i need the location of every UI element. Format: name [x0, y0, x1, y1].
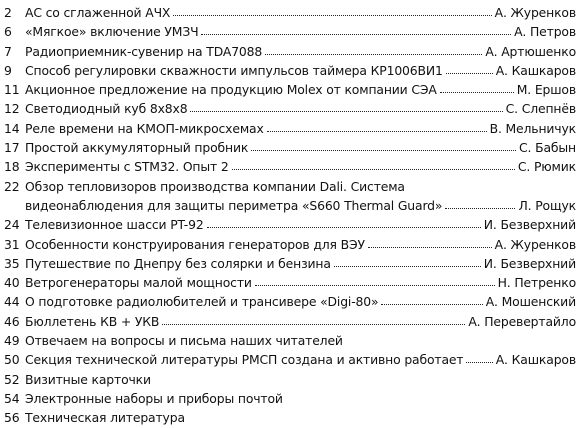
entry-title: Отвечаем на вопросы и письма наших читателей [25, 333, 343, 349]
page-number: 56 [4, 410, 20, 426]
entry-author: С. Рюмик [517, 159, 576, 175]
page-number: 44 [4, 294, 20, 310]
page-number: 7 [4, 43, 12, 59]
entry-title: Бюллетень КВ + УКВ [25, 313, 160, 329]
entry-title: Эксперименты с STM32. Опыт 2 [25, 159, 229, 175]
toc-entry [0, 119, 580, 138]
dot-leader [267, 121, 487, 133]
dot-leader [381, 294, 482, 306]
toc-entry [0, 331, 580, 350]
page-number: 17 [4, 140, 20, 156]
entry-author: И. Безверхний [483, 217, 576, 233]
entry-title: Обзор тепловизоров производства компании Dali. Система [25, 178, 405, 194]
entry-author: А. Артюшенко [485, 43, 576, 59]
entry-author: Н. Петренко [497, 275, 576, 291]
page-number: 50 [4, 352, 20, 368]
entry-title: О подготовке радиолюбителей и трансивере «Digi-80» [25, 294, 379, 310]
entry-title: Путешествие по Днепру без солярки и бензина [25, 255, 331, 271]
entry-author: Л. Рощук [518, 197, 576, 213]
toc-entry [0, 235, 580, 254]
entry-title: Электронные наборы и приборы почтой [25, 390, 283, 406]
entry-title: Светодиодный куб 8x8x8 [25, 101, 188, 117]
toc-entry [0, 99, 580, 118]
dot-leader [446, 63, 493, 75]
toc-entry [0, 215, 580, 234]
entry-title: Техническая литература [25, 410, 185, 426]
dot-leader [190, 101, 502, 113]
page-number: 11 [4, 82, 20, 98]
entry-title: Телевизионное шасси PT-92 [25, 217, 204, 233]
entry-author: С. Слепнёв [505, 101, 576, 117]
dot-leader [466, 352, 492, 364]
entry-title: Радиоприемник-сувенир на TDA7088 [25, 43, 263, 59]
toc-entry [0, 254, 580, 273]
page-number: 24 [4, 217, 20, 233]
entry-title: Простой аккумуляторный пробник [25, 140, 249, 156]
page-number: 31 [4, 236, 20, 252]
table-of-contents [0, 3, 580, 428]
toc-entry [0, 157, 580, 176]
dot-leader [255, 275, 495, 287]
page-number: 18 [4, 159, 20, 175]
entry-author: А. Журенков [494, 5, 576, 20]
page-number: 35 [4, 255, 20, 271]
dot-leader [162, 314, 465, 326]
toc-entry [0, 80, 580, 99]
toc-entry [0, 42, 580, 61]
entry-author: А. Петров [514, 24, 576, 40]
entry-author: И. Безверхний [483, 255, 576, 271]
dot-leader [368, 237, 492, 249]
entry-title: Реле времени на КМОП-микросхемах [25, 120, 264, 136]
entry-author: А. Кашкаров [495, 352, 576, 368]
toc-entry [0, 312, 580, 331]
page-number: 54 [4, 390, 20, 406]
page-number: 22 [4, 178, 20, 194]
dot-leader [201, 24, 511, 36]
page-number: 9 [4, 62, 12, 78]
entry-title: Особенности конструирования генераторов для ВЭУ [25, 236, 365, 252]
dot-leader [251, 140, 516, 152]
toc-entry [0, 3, 580, 22]
entry-author: А. Кашкаров [495, 62, 576, 78]
dot-leader [173, 5, 491, 17]
entry-title: АС со сглаженной АЧХ [25, 5, 171, 20]
entry-title: Ветрогенераторы малой мощности [25, 275, 252, 291]
page-number: 46 [4, 313, 20, 329]
dot-leader [265, 44, 482, 56]
dot-leader [232, 159, 515, 171]
entry-author: А. Журенков [494, 236, 576, 252]
toc-entry [0, 350, 580, 369]
page-number: 2 [4, 5, 12, 20]
entry-title: Визитные карточки [25, 371, 151, 387]
dot-leader [445, 198, 515, 210]
toc-entry [0, 138, 580, 157]
entry-title: Акционное предложение на продукцию Molex от компании СЭА [25, 82, 437, 98]
page-number: 6 [4, 24, 12, 40]
toc-entry [0, 177, 580, 216]
dot-leader [207, 217, 481, 229]
page-number: 12 [4, 101, 20, 117]
dot-leader [334, 256, 481, 268]
page-number: 52 [4, 371, 20, 387]
toc-entry [0, 370, 580, 389]
toc-entry [0, 389, 580, 408]
entry-author: С. Бабын [519, 140, 576, 156]
dot-leader [440, 82, 514, 94]
entry-title-continued: видеонаблюдения для защиты периметра «S660 Thermal Guard» [25, 197, 443, 213]
entry-title: Секция технической литературы РМСП создана и активно работает [25, 352, 464, 368]
entry-title: Способ регулировки скважности импульсов таймера КР1006ВИ1 [25, 62, 443, 78]
entry-title: «Мягкое» включение УМЗЧ [25, 24, 199, 40]
toc-entry [0, 61, 580, 80]
page-number: 14 [4, 120, 20, 136]
page-number: 40 [4, 275, 20, 291]
page-number: 49 [4, 333, 20, 349]
toc-entry [0, 408, 580, 427]
toc-entry [0, 273, 580, 292]
entry-author: М. Ершов [516, 82, 576, 98]
entry-author: А. Перевертайло [468, 313, 576, 329]
toc-entry [0, 292, 580, 311]
entry-author: В. Мельничук [489, 120, 576, 136]
toc-entry [0, 22, 580, 41]
entry-author: А. Мошенский [485, 294, 576, 310]
